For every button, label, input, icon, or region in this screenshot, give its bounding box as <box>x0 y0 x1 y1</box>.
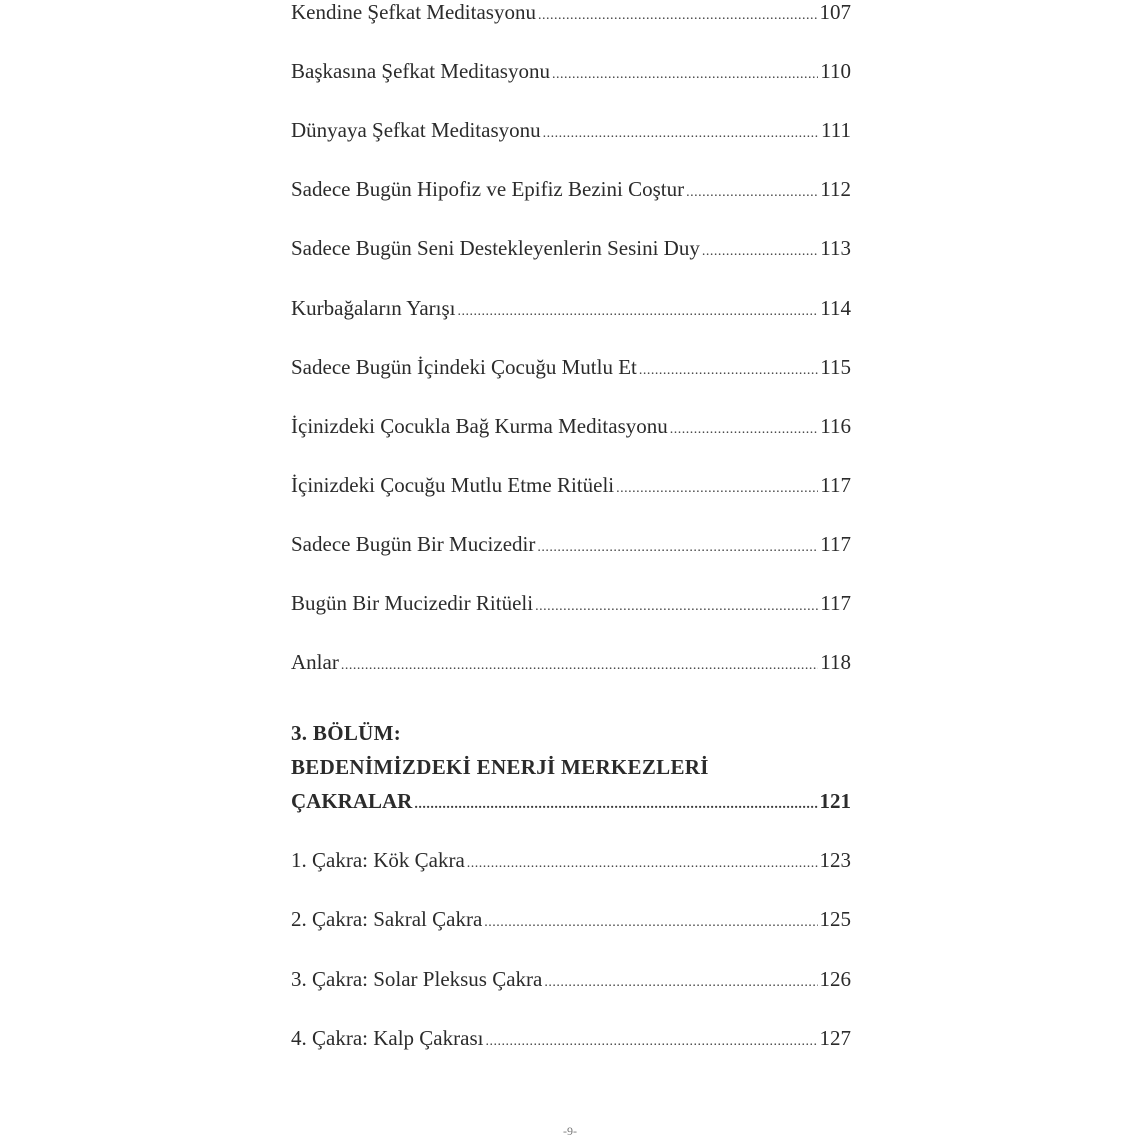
toc-entry[interactable] <box>291 177 851 205</box>
toc-entry-page: 117 <box>820 473 851 497</box>
dot-leader <box>552 63 818 87</box>
toc-entry[interactable] <box>291 907 851 935</box>
toc-entry-title: İçinizdeki Çocuğu Mutlu Etme Ritüeli <box>291 473 615 497</box>
toc-entry-page: 107 <box>819 0 851 24</box>
dot-leader <box>543 122 819 146</box>
dot-leader <box>702 240 818 264</box>
dot-leader <box>670 418 819 442</box>
toc-entry[interactable] <box>291 414 851 442</box>
dot-leader <box>544 971 817 995</box>
toc-entry-title: 2. Çakra: Sakral Çakra <box>291 907 483 931</box>
toc-entry[interactable] <box>291 650 851 678</box>
toc-entry-title: Anlar <box>291 650 339 674</box>
toc-entry-title: Sadece Bugün Hipofiz ve Epifiz Bezini Coştur <box>291 177 685 201</box>
toc-entry[interactable] <box>291 532 851 560</box>
toc-entry[interactable] <box>291 355 851 383</box>
toc-entry[interactable] <box>291 848 851 876</box>
toc-entry-page: 113 <box>820 236 851 260</box>
toc-entry-title: Kendine Şefkat Meditasyonu <box>291 0 536 24</box>
toc-entry[interactable] <box>291 1026 851 1054</box>
toc-entry-page: 117 <box>820 591 851 615</box>
dot-leader <box>537 536 818 560</box>
toc-entry-page: 121 <box>819 789 851 813</box>
toc-entry[interactable] <box>291 236 851 264</box>
toc-entry-page: 116 <box>820 414 851 438</box>
dot-leader <box>485 1030 817 1054</box>
toc-entry[interactable] <box>291 59 851 87</box>
toc-entry-title: Sadece Bugün Seni Destekleyenlerin Sesini Duy <box>291 236 700 260</box>
section-heading-title: BEDENİMİZDEKİ ENERJİ MERKEZLERİ <box>291 755 709 779</box>
toc-entry-page: 127 <box>819 1026 851 1050</box>
toc-entry-page: 115 <box>820 355 851 379</box>
toc-entry-title: Sadece Bugün Bir Mucizedir <box>291 532 536 556</box>
dot-leader <box>616 477 818 501</box>
toc-entry-page: 118 <box>820 650 851 674</box>
toc-entry-title: Kurbağaların Yarışı <box>291 296 456 320</box>
dot-leader <box>484 911 817 935</box>
toc-entry[interactable] <box>291 591 851 619</box>
dot-leader <box>538 4 818 28</box>
dot-leader <box>639 359 818 383</box>
toc-entry-title: Sadece Bugün İçindeki Çocuğu Mutlu Et <box>291 355 637 379</box>
toc-entry-title: 3. Çakra: Solar Pleksus Çakra <box>291 967 543 991</box>
toc-entry-title: İçinizdeki Çocukla Bağ Kurma Meditasyonu <box>291 414 668 438</box>
page-number: -9- <box>563 1124 577 1138</box>
toc-entry-title: Bugün Bir Mucizedir Ritüeli <box>291 591 534 615</box>
toc-entry-page: 126 <box>819 967 851 991</box>
section-heading-chapter: 3. BÖLÜM: <box>291 721 402 745</box>
toc-entry[interactable] <box>291 0 851 28</box>
dot-leader <box>686 181 818 205</box>
dot-leader <box>535 595 818 619</box>
toc-entry-title: Dünyaya Şefkat Meditasyonu <box>291 118 541 142</box>
toc-entry-page: 114 <box>820 296 851 320</box>
toc-entry-title: ÇAKRALAR <box>291 789 413 813</box>
toc-entry-page: 110 <box>820 59 851 83</box>
toc-entry-title: Başkasına Şefkat Meditasyonu <box>291 59 550 83</box>
toc-entry[interactable] <box>291 296 851 324</box>
dot-leader <box>414 793 817 817</box>
toc-entry-page: 111 <box>821 118 851 142</box>
dot-leader <box>467 852 818 876</box>
toc-entry-page: 117 <box>820 532 851 556</box>
toc-entry[interactable] <box>291 967 851 995</box>
dot-leader <box>341 654 818 678</box>
toc-entry-page: 125 <box>819 907 851 931</box>
toc-entry[interactable] <box>291 473 851 501</box>
toc-entry-title: 1. Çakra: Kök Çakra <box>291 848 465 872</box>
toc-entry[interactable] <box>291 118 851 146</box>
toc-entry-page: 123 <box>819 848 851 872</box>
toc-entry-title: 4. Çakra: Kalp Çakrası <box>291 1026 484 1050</box>
toc-entry-page: 112 <box>820 177 851 201</box>
toc-section-entry[interactable] <box>291 789 851 817</box>
dot-leader <box>457 300 818 324</box>
